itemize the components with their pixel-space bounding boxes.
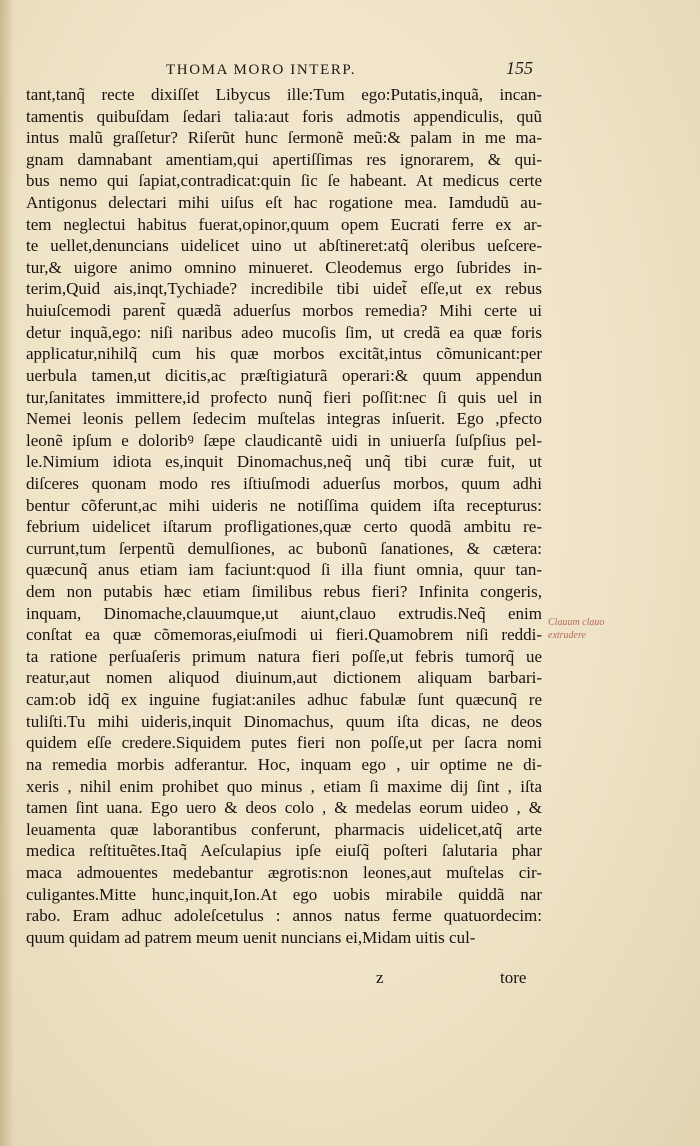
marginal-annotation-line: extrudere <box>548 630 586 641</box>
folio-number: 155 <box>506 58 533 78</box>
text-line: na remedia morbis adferantur. Hoc, inquam ego , uir optime ne di- <box>26 754 542 774</box>
marginal-annotation-line: Clauum clauo <box>548 617 605 628</box>
text-line: Nemei leonis pellem ſedecim muſtelas integras inſuerit. Ego ,pfecto <box>26 409 542 429</box>
text-line: applicatur,nihilq̃ cum his quæ morbos excitãt,intus cõmunicant:per <box>26 344 542 364</box>
text-line: bentur cõferunt,ac mihi uideris ne notiſſima quidem iſta recepturus: <box>26 495 542 515</box>
text-line: te uellet,denuncians uidelicet uino ut abſtineret:atq̃ oleribus ueſcere- <box>26 236 542 256</box>
text-line: quidem eſſe credere.Siquidem putes fieri non poſſe,ut per ſacra nomi <box>26 733 542 753</box>
text-line: maca admouentes medebantur ægrotis:non leones,aut muſtelas cir- <box>26 862 542 882</box>
text-line: inquam, Dinomache,clauumque,ut aiunt,clauo extrudis.Neq̃ enim <box>26 603 542 623</box>
text-line: gnam damnabant amentiam,qui apertiſſimas res ignorarem, & qui- <box>26 149 542 169</box>
binding-gutter-shadow <box>0 0 14 1146</box>
text-line: Antigonus delectari mihi uiſus eſt hac rogatione mea. Iamdudũ au- <box>26 193 542 213</box>
marginal-annotation <box>548 616 638 642</box>
text-line: le.Nimium idiota es,inquit Dinomachus,neq̃ unq̃ tibi curæ fuit, ut <box>26 452 542 472</box>
body-text-block <box>26 84 542 948</box>
text-line: uerbula tamen,ut dicitis,ac præſtigiaturã operari:& quum appendun <box>26 365 542 385</box>
text-line: dem non putabis hæc etiam ſimilibus rebus fieri? Infinita congeris, <box>26 582 542 602</box>
text-line: tuliſti.Tu mihi uideris,inquit Dinomachus, quum iſta dicas, ne deos <box>26 711 542 731</box>
text-line: quæcunq̃ anus etiam iam faciunt:quod ſi illa fiunt omnia, quur tan- <box>26 560 542 580</box>
text-line: diſceres quonam modo res iſtiuſmodi aduerſus morbos, quum adhi <box>26 473 542 493</box>
text-line: reatur,aut nomen aliquod diuinum,aut dictionem aliquam barbari- <box>26 668 542 688</box>
text-line: huiuſcemodi parent̃ quædã aduerſus morbos remedia? Mihi certe ui <box>26 301 542 321</box>
text-line: detur inquã,ego: niſi naribus adeo mucoſis ſim, ut credã ea quæ foris <box>26 322 542 342</box>
text-line: ta ratione perſuaſeris primum natura fieri poſſe,ut febris tumorq̃ ue <box>26 646 542 666</box>
text-line: quum quidam ad patrem meum uenit nuncians ei,Midam uitis cul- <box>26 927 476 947</box>
running-head: THOMA MORO INTERP. <box>166 62 357 78</box>
text-line: intus malũ graſſetur? Riſerũt hunc ſermonẽ meũ:& palam in me ma- <box>26 128 542 148</box>
text-line: tur,& uigore animo omnino minueret. Cleodemus ergo ſubrides in- <box>26 257 542 277</box>
text-line: febrium uidelicet iſtarum profligationes,quæ certo quodã ambitu re- <box>26 517 542 537</box>
text-line: rabo. Eram adhuc adoleſcetulus : annos natus ferme quatuordecim: <box>26 906 542 926</box>
text-line: medica reſtituẽtes.Itaq̃ Aeſculapius ipſe eiuſq̃ poſteri ſalutaria phar <box>26 841 542 861</box>
text-line: tamentis quibuſdam ſedari talia:aut foris admotis appendiculis, quũ <box>26 106 542 126</box>
text-line: conſtat ea quæ cõmemoras,eiuſmodi ui fieri.Quamobrem niſi reddi- <box>26 625 542 645</box>
text-line: leonẽ ipſum e doloribꝰ ſæpe claudicantẽ uidi in uniuerſa ſuſpſius pel- <box>26 430 542 450</box>
text-line: terim,Quid ais,inqt,Tychiade? incredibile tibi uidet̃ eſſe,ut ex rebus <box>26 279 542 299</box>
signature-mark: z <box>376 968 384 987</box>
text-line: currunt,tum ſerpentũ demulſiones, ac bubonũ ſanationes, & cætera: <box>26 538 542 558</box>
text-line: tant,tanq̃ recte dixiſſet Libycus ille:Tum ego:Putatis,inquã, incan- <box>26 85 542 104</box>
text-line: xeris , nihil enim prohibet quo minus , etiam ſi maxime dij ſint , iſta <box>26 776 542 796</box>
text-line: tem neglectui habitus fuerat,opinor,quum opem Eucrati ferre ex ar- <box>26 214 542 234</box>
text-line: tamen ſint uana. Ego uero & deos colo , & medelas eorum uideo , & <box>26 798 542 818</box>
text-line: culigantes.Mitte hunc,inquit,Ion.At ego uobis mirabile quiddã nar <box>26 884 542 904</box>
text-line: bus nemo qui ſapiat,contradicat:quin ſic ſe habeant. At medicus certe <box>26 171 542 191</box>
text-line: tur,ſanitates immittere,id profecto nunq̃ fieri poſſit:nec ſi quis uel in <box>26 387 542 407</box>
text-line: leuamenta quæ laborantibus conferunt, pharmacis uidelicet,atq̃ arte <box>26 819 542 839</box>
text-line: cam:ob idq̃ ex inguine fugiat:aniles adhuc fabulæ ſunt quæcunq̃ re <box>26 690 542 710</box>
catchword: tore <box>500 968 527 987</box>
